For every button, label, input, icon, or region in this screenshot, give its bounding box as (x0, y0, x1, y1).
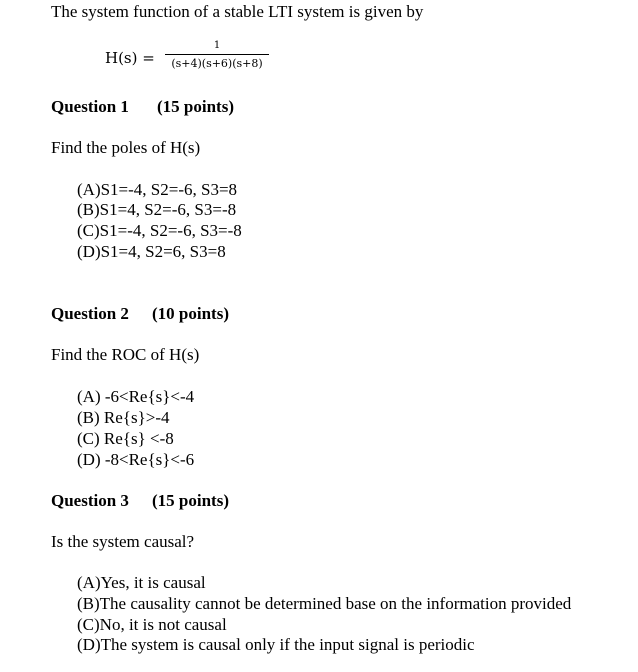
question-1-option-a[interactable]: (A)S1=-4, S2=-6, S3=8 (77, 180, 238, 199)
question-3-option-b[interactable]: (B)The causality cannot be determined base on the information provided (77, 594, 572, 613)
equation-denominator: (s+4)(s+6)(s+8) (171, 57, 263, 70)
question-1-option-d[interactable]: (D)S1=4, S2=6, S3=8 (77, 242, 226, 261)
question-3-option-c[interactable]: (C)No, it is not causal (77, 615, 227, 634)
question-3-option-a[interactable]: (A)Yes, it is causal (77, 573, 206, 592)
question-2-option-a[interactable]: (A) -6<Re{s}<-4 (77, 387, 195, 406)
question-1-title: Question 1 (51, 97, 129, 116)
question-2-option-d[interactable]: (D) -8<Re{s}<-6 (77, 450, 195, 469)
question-2-title: Question 2 (51, 304, 129, 323)
question-1-option-b[interactable]: (B)S1=4, S2=-6, S3=-8 (77, 200, 237, 219)
question-2-option-c[interactable]: (C) Re{s} <-8 (77, 429, 174, 448)
equation-fraction (165, 40, 269, 70)
question-3-prompt: Is the system causal? (51, 532, 195, 551)
intro-text: The system function of a stable LTI system is given by (51, 2, 424, 21)
question-3-option-d[interactable]: (D)The system is causal only if the input signal is periodic (77, 635, 475, 654)
question-1-option-c[interactable]: (C)S1=-4, S2=-6, S3=-8 (77, 221, 242, 240)
question-3-title: Question 3 (51, 491, 129, 510)
question-2-option-b[interactable]: (B) Re{s}>-4 (77, 408, 170, 427)
question-2-points: (10 points) (152, 304, 229, 323)
question-1-points: (15 points) (157, 97, 234, 116)
question-2-prompt: Find the ROC of H(s) (51, 345, 200, 364)
fraction-bar (165, 54, 269, 55)
question-1-prompt: Find the poles of H(s) (51, 138, 201, 157)
question-3-points: (15 points) (152, 491, 229, 510)
equation-lhs: H(s) = (105, 49, 155, 67)
equation-numerator: 1 (213, 40, 221, 51)
